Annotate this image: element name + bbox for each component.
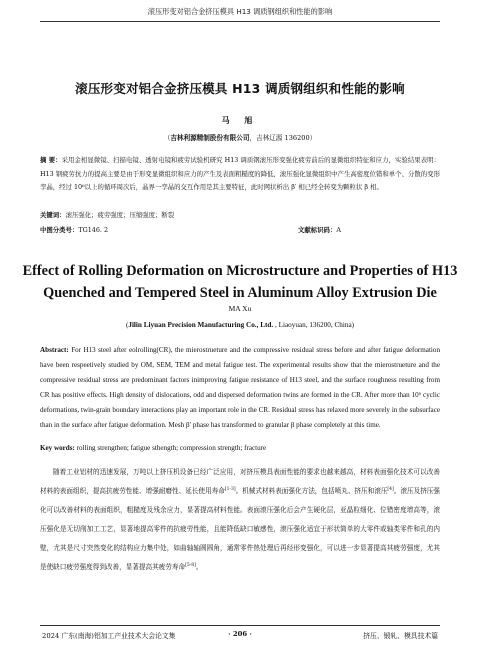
body-paragraph (40, 463, 440, 577)
chinese-keywords (40, 209, 440, 223)
citation: [5-8] (185, 562, 196, 568)
english-title-line-1: Effect of Rolling Deformation on Microstructure and Properties of H13 (22, 263, 458, 279)
abstract-text: 采用金相显微镜、扫描电镜、透射电镜和疲劳试验机研究 H13 调质钢滚压形变强化疲劳前后的显微组织特征和应力，实验结果表明：H13 钢疲劳抗力的提高主要是由于形变显微组织和应力的产生及表面粗糙度的降低，滚压强化显微组织中产生高密度位错和单个、分散的变形孪晶，经过 10⁶以上的循环周次后，晶界一孪晶的交互作用是其主要特征，此时网状析出 β′ 相已经全转变为颗粒状 β 相。 (40, 156, 440, 191)
header-rule (40, 21, 440, 22)
english-keywords (40, 441, 440, 455)
english-author: MA Xu (228, 304, 252, 313)
citation: [4] (387, 486, 394, 492)
english-abstract (40, 343, 440, 433)
body-text-3: 。滚压及挤压强化可以改善材料的表面组织，粗糙度及残余应力，显著提高材料性能。表面滚压强化后会产生硬化层，亚晶粒细化、位错密度增高等，滚压强化是无切削加工工艺，显著地提高零件的抗疲劳性能，且能降低缺口敏感性，滚压强化适宜于形状简单的大零件或轴类零件和孔的内壁，尤其是尺寸突然变化的结构应力集中处，如曲轴轴圆圆角，通常零件热处理后再经形变强化，可以进一步显著提高其疲劳强度，尤其是使缺口疲劳强度得到改善，显著提高其疲劳寿命 (40, 487, 441, 571)
en-abstract-label: Abstract: (40, 346, 69, 354)
body-text-1: 随着工业铝材的迅速发展，万吨以上挤压机设备已经广泛应用，对挤压模具表面性能的要求也越来越高，材料表面强化技术可以改善材料的表面组织，提高抗疲劳性能、增强耐磨性、延长使用寿命 (40, 468, 440, 495)
affil-open: （ (163, 134, 171, 142)
abstract-label: 摘 要： (40, 156, 62, 164)
affil-rest: ，吉林辽源 136200） (249, 134, 317, 142)
en-affil-open: ( (125, 321, 129, 329)
footer-section: 挤压、锻轧、模具技术篇 (363, 632, 438, 640)
document-code-value: A (336, 226, 341, 234)
keywords-text: 滚压强化；疲劳强度；压缩强度；断裂 (65, 211, 175, 219)
footer-rule (40, 625, 440, 626)
chinese-abstract (40, 154, 440, 195)
footer-proceedings: 2024 广东(南海)铝加工产业技术大会论文集 (42, 632, 176, 640)
running-head: 滚压形变对铝合金挤压模具 H13 调质钢组织和性能的影响 (147, 7, 333, 16)
english-affiliation (0, 321, 480, 329)
page-number: · 206 · (228, 630, 252, 638)
body-text-2: 。机械式材料表面强化方法，包括喷丸、挤压和滚压 (235, 487, 388, 495)
document-code-label: 文献标识码： (298, 226, 337, 234)
english-title-line-2: Quenched and Tempered Steel in Aluminum Alloy Extrusion Die (43, 285, 437, 301)
en-abstract-text: For H13 steel after eolrolling(CR), the mierostrueture and the compressive residual stress before and after fatigue deformation have been respeetively studied by OM, SEM, TEM and metal fatigue test. The experimental results show that the mierostrueture and the compressive residual stress are predominant factors inimproving fatigue resistance of H13 steel, and the surface roughness resulting from CR has positive effects. High density of dislocations, odd and dispersed deformation twins are formed in the CR. After more than 10⁶ cyclic deformations, twin-grain boundary interactions play an important role in the CR. Residual stress has relaxed more severely in the subsurface than in the surface after fatigue deformation. Mesh β′ phase has transformed to granular β phase completely at this time. (40, 346, 440, 429)
chinese-author: 马 旭 (221, 115, 259, 125)
keywords-label: 关键词： (40, 211, 66, 219)
en-keywords-text: rolling strengthen; fatigue sthength; compression strength; fracture (74, 444, 267, 452)
chinese-affiliation (0, 132, 480, 142)
body-text-4: 。 (195, 563, 203, 571)
en-affil-company: Jilin Liyuan Precision Manufacturing Co., Ltd. (128, 321, 274, 329)
chinese-title: 滚压形变对铝合金挤压模具 H13 调质钢组织和性能的影响 (75, 81, 405, 96)
citation: [1-3] (224, 486, 236, 492)
class-number-label: 中图分类号： (40, 226, 79, 234)
en-keywords-label: Key words: (40, 444, 75, 452)
document-code (298, 224, 341, 238)
en-affil-rest: , Liaoyuan, 136200, China) (273, 321, 355, 329)
affil-company: 吉林利源精制股份有限公司 (170, 134, 250, 142)
classification-line (40, 224, 440, 238)
english-title (0, 260, 480, 304)
class-number: TG146. 2 (78, 226, 109, 234)
